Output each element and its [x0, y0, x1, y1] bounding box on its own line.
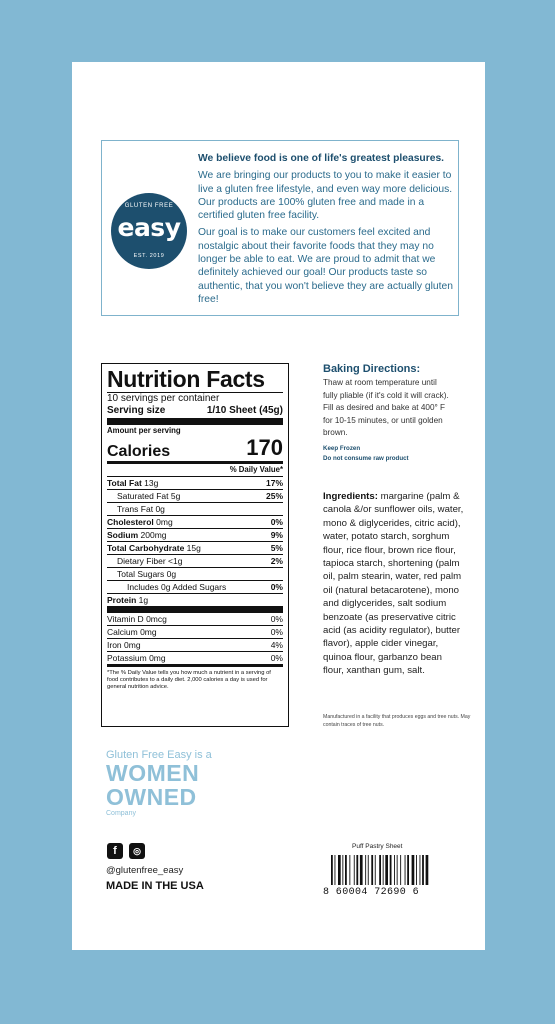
barcode-bar: [371, 855, 373, 885]
badge-logo-text: easy: [117, 213, 181, 242]
barcode-bar: [345, 855, 347, 885]
nutrient-row-added-sugars: Includes 0g Added Sugars 0%: [107, 580, 283, 593]
barcode-bar: [349, 855, 350, 885]
badge-bottom-text: EST. 2019: [133, 253, 165, 259]
serving-size-value: 1/10 Sheet (45g): [206, 405, 283, 416]
nutrition-footnote: *The % Daily Value tells you how much a nutrient in a serving of food contributes to a daily diet. 2,000 calories a day is used for general nutrition advice.: [107, 670, 271, 690]
nutrition-facts-panel: [101, 363, 289, 727]
about-text: [198, 152, 454, 310]
barcode-bar: [400, 855, 401, 885]
nutrient-row-total-carbohydrate: Total Carbohydrate 15g 5%: [107, 543, 283, 553]
keep-frozen-label: Keep Frozen: [323, 444, 361, 452]
barcode-bar: [405, 855, 406, 885]
barcode-bar: [375, 855, 376, 885]
barcode-product-name: Puff Pastry Sheet: [352, 843, 403, 850]
women-owned-company: Company: [106, 810, 136, 817]
barcode-digits: 8 60004 72690 6: [323, 887, 420, 898]
barcode-bar: [365, 855, 366, 885]
barcode-bar: [416, 855, 417, 885]
brand-badge: [111, 193, 187, 269]
nutrient-row-dietary-fiber: Dietary Fiber <1g 2%: [107, 554, 283, 567]
made-in-usa: MADE IN THE USA: [106, 880, 204, 892]
women-owned-logo: [106, 761, 199, 809]
divider: [107, 606, 283, 613]
serving-size-label: Serving size: [107, 405, 166, 416]
calories-label: Calories: [107, 443, 171, 460]
barcode-bar: [338, 855, 341, 885]
nutrient-row-total-sugars: Total Sugars 0g: [107, 567, 283, 580]
baking-directions: [323, 363, 468, 464]
nutrition-title: Nutrition Facts: [107, 366, 265, 392]
nutrient-row-sodium: Sodium 200mg 9%: [107, 530, 283, 540]
nutrient-row-saturated-fat: Saturated Fat 5g 25%: [107, 489, 283, 502]
facility-statement: Manufactured in a facility that produces eggs and tree nuts. May contain traces of tree nuts.: [323, 714, 471, 728]
barcode-bar: [390, 855, 392, 885]
social-handle[interactable]: @glutenfree_easy: [106, 865, 184, 876]
barcode-bar: [426, 855, 429, 885]
amount-per-serving: Amount per serving: [107, 426, 181, 435]
nutrient-row-cholesterol: Cholesterol 0mg 0%: [107, 517, 283, 527]
nutrient-row-protein: Protein 1g: [107, 593, 283, 606]
badge-top-text: GLUTEN FREE: [124, 203, 174, 209]
about-paragraph-1: We are bringing our products to you to make it easier to live a gluten free lifestyle, and even way more delicious. Our products are 100% gluten free and made in a certified gluten free facility.: [198, 170, 453, 222]
serving-size-row: [107, 405, 283, 416]
barcode-bar: [335, 855, 336, 885]
vitamin-row-iron: Iron 0mg 4%: [107, 640, 283, 650]
ingredients-list: [323, 490, 465, 678]
barcode-bar: [420, 855, 421, 885]
barcode-bar: [368, 855, 369, 885]
raw-warning-label: Do not consume raw product: [323, 454, 409, 462]
divider: [107, 418, 283, 425]
nutrient-row-total-fat: Total Fat 13g 17%: [107, 478, 283, 488]
about-heading: We believe food is one of life's greatest pleasures.: [198, 153, 445, 164]
about-paragraph-2: Our goal is to make our customers feel excited and nostalgic about their favorite foods that they may no longer be able to eat. We are proud to admit that we definitely achieved our goal! Our products taste so authentic, that you won't believe they are actually gluten free!: [198, 227, 453, 305]
barcode-bar: [422, 855, 424, 885]
barcode-bar: [412, 855, 415, 885]
calories-row: [107, 435, 283, 461]
ingredients-label: Ingredients:: [323, 491, 378, 502]
women-owned-line2: OWNED: [106, 784, 197, 810]
barcode-bar: [397, 855, 398, 885]
facebook-icon[interactable]: f: [107, 843, 123, 859]
daily-value-header: % Daily Value*: [229, 465, 283, 474]
about-box: [101, 140, 459, 316]
directions-text: Thaw at room temperature until fully pliable (if it's cold it will crack). Fill as desired and bake at 400° F for 10-15 minutes, or until golden brown.: [323, 378, 449, 437]
barcode-bar: [360, 855, 363, 885]
barcode-bar: [354, 855, 355, 885]
instagram-icon[interactable]: ◎: [129, 843, 145, 859]
women-owned-intro: Gluten Free Easy is a: [106, 749, 212, 761]
calories-value: 170: [246, 435, 283, 460]
women-owned-line1: WOMEN: [106, 760, 200, 786]
directions-heading: Baking Directions:: [323, 363, 421, 375]
ingredients-text: margarine (palm & canola &/or sunflower oils, water, mono & diglycerides, citric acid), water, potato starch, sorghum flour, rice flour, brown rice flour, tapioca starch, shortening (palm oil, palm stearin, water, red palm oil (natural betacarotene), mono and diglycerides, salt sodium benzoate (as preservative citric acid (as acidity regulator), butter flavor), apple cider vinegar, quinoa flour, garbanzo bean flour, xanthan gum, salt.: [323, 491, 464, 677]
divider: [107, 664, 283, 667]
vitamin-row-calcium: Calcium 0mg 0%: [107, 627, 283, 637]
social-icons: [107, 843, 145, 859]
barcode-bar: [383, 855, 384, 885]
barcode-bar: [385, 855, 388, 885]
barcode-bar: [394, 855, 395, 885]
vitamin-row-potassium: Potassium 0mg 0%: [107, 653, 283, 663]
nutrient-row-trans-fat: Trans Fat 0g: [107, 502, 283, 515]
barcode-bar: [356, 855, 358, 885]
barcode-bar: [331, 855, 333, 885]
barcode-bar: [407, 855, 409, 885]
servings-per-container: 10 servings per container: [107, 392, 283, 405]
barcode-bar: [342, 855, 343, 885]
vitamin-row-vitamin-d: Vitamin D 0mcg 0%: [107, 614, 283, 624]
barcode-bar: [379, 855, 381, 885]
